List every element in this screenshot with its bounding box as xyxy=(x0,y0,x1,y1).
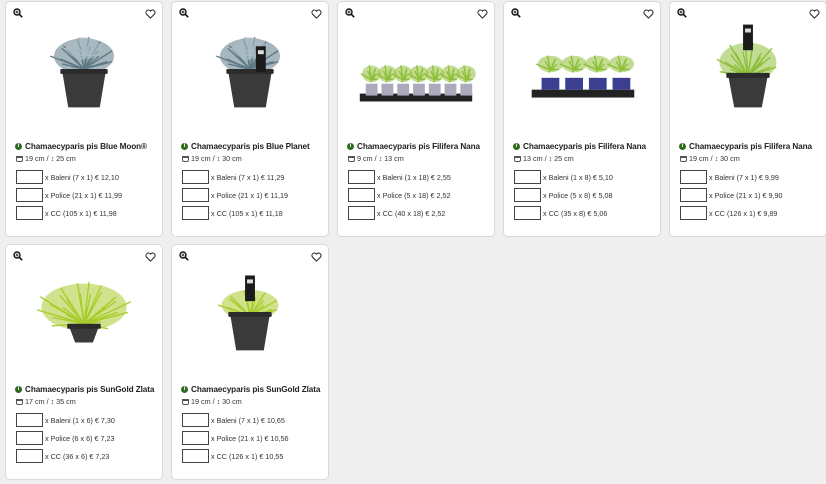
plant-height: 13 cm xyxy=(384,154,404,163)
order-option-baleni xyxy=(16,170,119,184)
product-size xyxy=(16,154,76,163)
quantity-input[interactable] xyxy=(514,170,541,184)
product-name: Chamaecyparis pis Blue Planet xyxy=(191,142,310,151)
separator: / xyxy=(46,397,49,406)
product-name: Chamaecyparis pis Filifera Nana xyxy=(357,142,480,151)
order-option-baleni xyxy=(182,413,285,427)
product-name: Chamaecyparis pis SunGold Zlata xyxy=(25,385,155,394)
product-image[interactable] xyxy=(14,261,154,357)
height-icon: ↕ xyxy=(714,154,719,163)
order-option-cc xyxy=(182,449,283,463)
product-title[interactable] xyxy=(181,142,310,151)
quantity-input[interactable] xyxy=(16,170,43,184)
pot-icon xyxy=(182,399,189,405)
product-name: Chamaecyparis pis Filifera Nana xyxy=(689,142,812,151)
info-icon[interactable]: i xyxy=(15,386,22,393)
quantity-input[interactable] xyxy=(16,206,43,220)
product-size xyxy=(348,154,404,163)
pot-size: 17 cm xyxy=(25,397,45,406)
option-label: x CC (126 x 1) € 10,55 xyxy=(211,451,284,461)
separator: / xyxy=(46,154,49,163)
separator: / xyxy=(544,154,547,163)
pot-size: 19 cm xyxy=(689,154,709,163)
zoom-icon[interactable] xyxy=(677,8,687,18)
product-card-1 xyxy=(5,1,163,237)
option-label: x Police (21 x 1) € 9,90 xyxy=(709,190,783,200)
order-option-baleni xyxy=(514,170,613,184)
product-size xyxy=(514,154,574,163)
option-label: x CC (40 x 18) € 2,52 xyxy=(377,208,446,218)
option-label: x CC (105 x 1) € 11,98 xyxy=(45,208,117,218)
order-option-baleni xyxy=(182,170,284,184)
pot-size: 13 cm xyxy=(523,154,543,163)
zoom-icon[interactable] xyxy=(179,251,189,261)
product-card-7 xyxy=(171,244,329,480)
product-name: Chamaecyparis pis Filifera Nana xyxy=(523,142,646,151)
order-option-cc xyxy=(16,449,109,463)
product-title[interactable] xyxy=(347,142,480,151)
option-label: x Police (21 x 1) € 10,56 xyxy=(211,433,289,443)
order-option-police xyxy=(16,188,122,202)
pot-size: 9 cm xyxy=(357,154,373,163)
product-card-5 xyxy=(669,1,826,237)
option-label: x CC (126 x 1) € 9,89 xyxy=(709,208,778,218)
separator: / xyxy=(212,397,215,406)
product-name: Chamaecyparis pis SunGold Zlata xyxy=(191,385,321,394)
plant-height: 25 cm xyxy=(56,154,76,163)
order-option-baleni xyxy=(16,413,115,427)
option-label: x Baleni (7 x 1) € 9,99 xyxy=(709,172,779,182)
quantity-input[interactable] xyxy=(16,188,43,202)
quantity-input[interactable] xyxy=(16,431,43,445)
order-option-police xyxy=(182,188,288,202)
pot-icon xyxy=(348,156,355,162)
zoom-icon[interactable] xyxy=(345,8,355,18)
order-option-baleni xyxy=(348,170,451,184)
quantity-input[interactable] xyxy=(182,413,209,427)
plant-height: 30 cm xyxy=(222,154,242,163)
quantity-input[interactable] xyxy=(348,206,375,220)
quantity-input[interactable] xyxy=(680,188,707,202)
product-image[interactable] xyxy=(346,18,486,114)
option-label: x Police (21 x 1) € 11,19 xyxy=(211,190,288,200)
height-icon: ↕ xyxy=(50,154,55,163)
pot-icon xyxy=(182,156,189,162)
option-label: x CC (36 x 6) € 7,23 xyxy=(45,451,110,461)
option-label: x Baleni (1 x 8) € 5,10 xyxy=(543,172,613,182)
quantity-input[interactable] xyxy=(348,188,375,202)
height-icon: ↕ xyxy=(50,397,55,406)
height-icon: ↕ xyxy=(216,154,221,163)
option-label: x Police (5 x 18) € 2,52 xyxy=(377,190,451,200)
product-card-6 xyxy=(5,244,163,480)
quantity-input[interactable] xyxy=(182,431,209,445)
quantity-input[interactable] xyxy=(680,206,707,220)
zoom-icon[interactable] xyxy=(179,8,189,18)
pot-icon xyxy=(680,156,687,162)
plant-height: 35 cm xyxy=(56,397,76,406)
option-label: x Police (6 x 6) € 7,23 xyxy=(45,433,115,443)
product-size xyxy=(182,397,242,406)
quantity-input[interactable] xyxy=(182,170,209,184)
plant-height: 25 cm xyxy=(554,154,574,163)
height-icon: ↕ xyxy=(216,397,221,406)
plant-height: 30 cm xyxy=(222,397,242,406)
pot-size: 19 cm xyxy=(25,154,45,163)
pot-icon xyxy=(16,399,23,405)
option-label: x Baleni (1 x 6) € 7,30 xyxy=(45,415,115,425)
height-icon: ↕ xyxy=(378,154,383,163)
height-icon: ↕ xyxy=(548,154,553,163)
product-image[interactable] xyxy=(180,18,320,114)
quantity-input[interactable] xyxy=(16,413,43,427)
product-title[interactable] xyxy=(15,385,154,394)
option-label: x Baleni (1 x 18) € 2,55 xyxy=(377,172,451,182)
quantity-input[interactable] xyxy=(514,188,541,202)
pot-icon xyxy=(514,156,521,162)
quantity-input[interactable] xyxy=(514,206,541,220)
info-icon[interactable]: i xyxy=(181,143,188,150)
plant-height: 30 cm xyxy=(720,154,740,163)
info-icon[interactable]: i xyxy=(181,386,188,393)
info-icon[interactable]: i xyxy=(679,143,686,150)
product-title[interactable] xyxy=(679,142,812,151)
pot-size: 19 cm xyxy=(191,154,211,163)
pot-icon xyxy=(16,156,23,162)
product-card-3 xyxy=(337,1,495,237)
order-option-police xyxy=(16,431,115,445)
order-option-cc xyxy=(182,206,283,220)
quantity-input[interactable] xyxy=(182,188,209,202)
product-image[interactable] xyxy=(180,261,320,357)
quantity-input[interactable] xyxy=(680,170,707,184)
info-icon[interactable]: i xyxy=(347,143,354,150)
pot-size: 19 cm xyxy=(191,397,211,406)
quantity-input[interactable] xyxy=(16,449,43,463)
order-option-police xyxy=(348,188,451,202)
product-card-2 xyxy=(171,1,329,237)
order-option-cc xyxy=(514,206,607,220)
zoom-icon[interactable] xyxy=(511,8,521,18)
order-option-baleni xyxy=(680,170,779,184)
zoom-icon[interactable] xyxy=(13,8,23,18)
product-title[interactable] xyxy=(15,142,147,151)
quantity-input[interactable] xyxy=(182,206,209,220)
option-label: x CC (35 x 8) € 5,06 xyxy=(543,208,608,218)
product-size xyxy=(16,397,76,406)
order-option-police xyxy=(680,188,783,202)
order-option-police xyxy=(514,188,613,202)
separator: / xyxy=(710,154,713,163)
order-option-cc xyxy=(16,206,117,220)
product-name: Chamaecyparis pis Blue Moon® xyxy=(25,142,147,151)
product-title[interactable] xyxy=(181,385,320,394)
option-label: x Baleni (7 x 1) € 12,10 xyxy=(45,172,119,182)
option-label: x Baleni (7 x 1) € 11,29 xyxy=(211,172,285,182)
product-title[interactable] xyxy=(513,142,646,151)
separator: / xyxy=(374,154,377,163)
info-icon[interactable]: i xyxy=(513,143,520,150)
product-image[interactable] xyxy=(678,18,818,114)
order-option-cc xyxy=(680,206,777,220)
option-label: x CC (105 x 1) € 11,18 xyxy=(211,208,283,218)
product-image[interactable] xyxy=(14,18,154,114)
separator: / xyxy=(212,154,215,163)
product-card-4 xyxy=(503,1,661,237)
product-image[interactable] xyxy=(512,18,652,114)
option-label: x Police (21 x 1) € 11,99 xyxy=(45,190,122,200)
order-option-cc xyxy=(348,206,445,220)
option-label: x Police (5 x 8) € 5,08 xyxy=(543,190,613,200)
product-size xyxy=(182,154,242,163)
option-label: x Baleni (7 x 1) € 10,65 xyxy=(211,415,285,425)
product-size xyxy=(680,154,740,163)
zoom-icon[interactable] xyxy=(13,251,23,261)
info-icon[interactable]: i xyxy=(15,143,22,150)
quantity-input[interactable] xyxy=(348,170,375,184)
quantity-input[interactable] xyxy=(182,449,209,463)
order-option-police xyxy=(182,431,289,445)
